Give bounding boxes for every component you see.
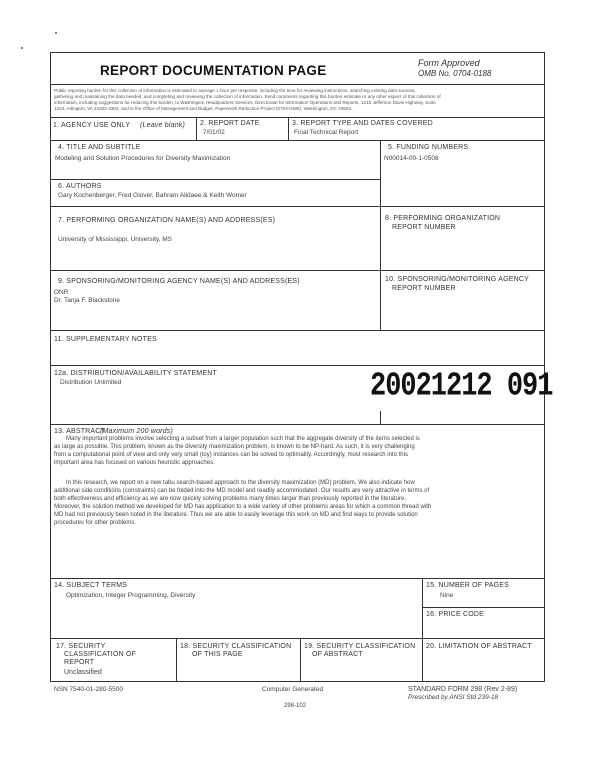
- sponsor-report-label-2: REPORT NUMBER: [392, 285, 456, 292]
- limitation-label: 20. LIMITATION OF ABSTRACT: [426, 643, 532, 650]
- rule: [50, 140, 545, 141]
- security-report-value: Unclassified: [64, 669, 102, 676]
- rule: [50, 365, 545, 366]
- omb-number: OMB No. 0704-0188: [418, 69, 492, 78]
- rule: [50, 330, 545, 331]
- rule: [380, 411, 381, 424]
- rule: [50, 117, 545, 118]
- sponsor-report-label: 10. SPONSORING/MONITORING AGENCY: [385, 276, 529, 283]
- scan-speck: [55, 32, 57, 34]
- funding-numbers-value: N00014-00-1-0508: [384, 155, 439, 162]
- report-type-label: 3. REPORT TYPE AND DATES COVERED: [292, 120, 433, 127]
- price-code-label: 16. PRICE CODE: [426, 611, 485, 618]
- computer-generated: Computer Generated: [262, 686, 324, 693]
- performing-org-value: University of Mississippi, University, MS: [58, 236, 173, 243]
- sponsor-value-1: ONR: [54, 289, 69, 296]
- performing-org-label: 7. PERFORMING ORGANIZATION NAME(S) AND ADDRESS(ES): [58, 217, 276, 224]
- scan-speck: [21, 47, 23, 49]
- supplementary-notes-label: 11. SUPPLEMENTARY NOTES: [54, 336, 157, 343]
- standard-form: STANDARD FORM 298 (Rev 2-89): [408, 686, 518, 693]
- distribution-value: Distribution Unlimited: [60, 379, 122, 386]
- rule: [380, 140, 381, 206]
- report-date-label: 2. REPORT DATE: [200, 120, 260, 127]
- form-title: REPORT DOCUMENTATION PAGE: [100, 63, 327, 78]
- rule: [50, 206, 545, 207]
- agency-use-hint: (Leave blank): [140, 122, 186, 129]
- rule: [50, 84, 545, 85]
- rule: [176, 638, 177, 682]
- agency-use-label: 1. AGENCY USE ONLY: [53, 122, 131, 129]
- security-page-label: 18. SECURITY CLASSIFICATION: [180, 643, 292, 650]
- security-abstract-label: 19. SECURITY CLASSIFICATION: [304, 643, 416, 650]
- prescribed-by: Prescribed by ANSI Std 239-18: [408, 694, 499, 701]
- number-of-pages-label: 15. NUMBER OF PAGES: [426, 582, 510, 589]
- rule: [50, 638, 545, 639]
- subject-terms-label: 14. SUBJECT TERMS: [54, 582, 128, 589]
- title-subtitle-label: 4. TITLE AND SUBTITLE: [58, 144, 141, 151]
- rule: [50, 424, 545, 425]
- rule: [288, 117, 289, 140]
- rule: [50, 179, 380, 180]
- security-report-label: 17. SECURITY: [56, 643, 106, 650]
- rule: [380, 206, 381, 330]
- number-of-pages-value: Nine: [440, 592, 454, 599]
- accession-number: 20021212 091: [370, 368, 553, 406]
- form-approved: Form Approved: [418, 58, 480, 68]
- report-type-value: Final Technical Report: [294, 129, 359, 136]
- title-subtitle-value: Modeling and Solution Procedures for Diversity Maximization: [55, 155, 231, 162]
- security-abstract-label-2: OF ABSTRACT: [312, 651, 363, 658]
- rule: [422, 607, 545, 608]
- sponsoring-agency-label: 9. SPONSORING/MONITORING AGENCY NAME(S) AND ADDRESS(ES): [58, 278, 300, 285]
- abstract-label: 13. ABSTRACT: [54, 428, 106, 435]
- rule: [300, 638, 301, 682]
- funding-numbers-label: 5. FUNDING NUMBERS: [388, 144, 469, 151]
- rule: [50, 578, 545, 579]
- report-date-value: 7/01/02: [203, 129, 225, 136]
- sponsor-value-2: Dr. Tanja F. Blackstone: [54, 297, 120, 304]
- subject-terms-value: Optimization, Integer Programming, Diversity: [66, 592, 196, 599]
- security-report-label-2: CLASSIFICATION OF: [64, 651, 137, 658]
- abstract-hint: (Maximum 200 words): [100, 428, 174, 435]
- authors-value: Gary Kochenberger, Fred Glover, Bahram Alidaee & Keith Womer: [58, 192, 247, 199]
- rule: [196, 117, 197, 140]
- distribution-label: 12a. DISTRIBUTION/AVAILABILITY STATEMENT: [54, 370, 217, 377]
- security-report-label-3: REPORT: [64, 659, 95, 666]
- nsn-number: NSN 7540-01-280-5500: [54, 686, 124, 693]
- rule: [422, 578, 423, 682]
- security-page-label-2: OF THIS PAGE: [192, 651, 243, 658]
- authors-label: 6. AUTHORS: [58, 183, 102, 190]
- rule: [50, 270, 545, 271]
- page-number: 298-102: [284, 703, 307, 709]
- performing-report-label-2: REPORT NUMBER: [392, 224, 456, 231]
- performing-report-label: 8. PERFORMING ORGANIZATION: [385, 215, 501, 222]
